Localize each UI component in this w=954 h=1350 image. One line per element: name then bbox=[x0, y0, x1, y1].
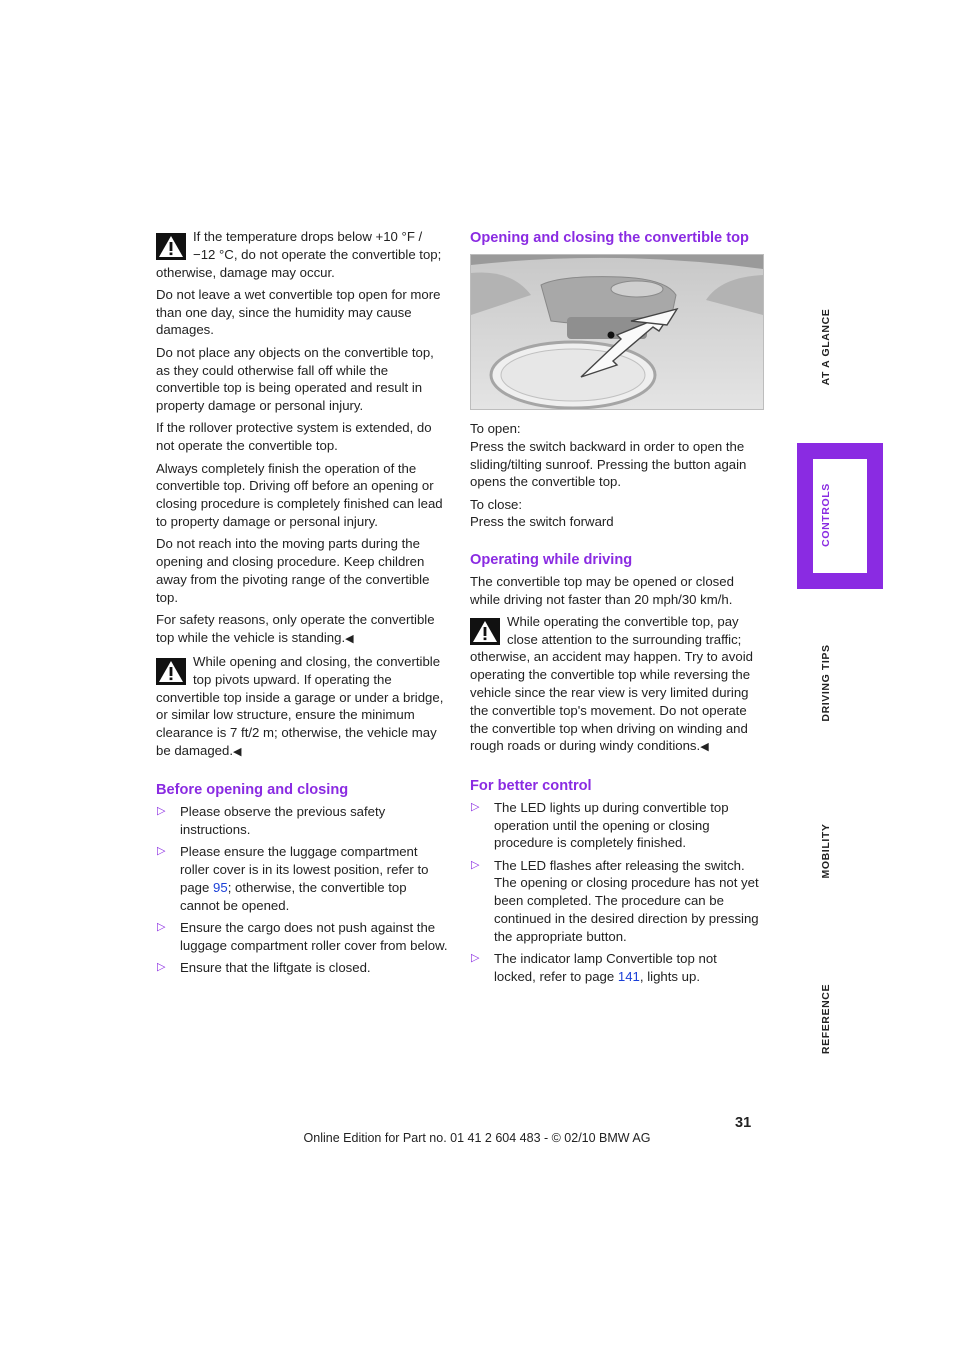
end-mark-icon: ◀ bbox=[233, 746, 242, 759]
warning-traffic bbox=[470, 613, 762, 757]
paragraph: Do not reach into the moving parts during the opening and closing procedure. Keep children away from the pivoting range of the convertible top. bbox=[156, 536, 430, 605]
right-column bbox=[470, 228, 762, 990]
heading-opening-closing: Opening and closing the convertible top bbox=[470, 230, 749, 246]
list-item: ▷ Ensure the cargo does not push against the luggage compartment roller cover from below. bbox=[157, 920, 448, 953]
end-mark-icon: ◀ bbox=[700, 741, 709, 754]
warning-clearance bbox=[156, 653, 448, 762]
footer-edition: Online Edition for Part no. 01 41 2 604 483 - © 02/10 BMW AG bbox=[303, 1131, 651, 1145]
page-link-95[interactable]: 95 bbox=[213, 880, 228, 895]
list-item: ▷ Please observe the previous safety instructions. bbox=[157, 804, 386, 838]
paragraph: Press the switch forward bbox=[470, 514, 614, 530]
paragraph: Do not place any objects on the convertible top, as they could otherwise fall off while the convertible top is being operated and result in property damage or personal injury. bbox=[156, 344, 434, 414]
warning-text: While operating the convertible top, pay close attention to the surrounding traffic; otherwise, an accident may happen. Try to avoid operating the convertible top while reversing the vehicle since the rear view is very limited during the convertible top's movement. Do not operate the convertible top when driving on winding and rough roads or during windy conditions.◀ bbox=[470, 613, 753, 754]
switch-illustration bbox=[470, 254, 764, 410]
better-control-list bbox=[470, 799, 762, 986]
tab-controls-active[interactable] bbox=[797, 443, 883, 589]
list-item: ▷ The LED flashes after releasing the switch. The opening or closing procedure has not yet been completed. The procedure can be continued in the desired direction by pressing the appropriate button. bbox=[471, 857, 759, 944]
page-number: 31 bbox=[735, 1115, 752, 1131]
tab-reference[interactable]: REFERENCE bbox=[820, 983, 832, 1055]
before-opening-list bbox=[156, 803, 448, 977]
paragraph: If the rollover protective system is extended, do not operate the convertible top. bbox=[156, 420, 432, 454]
triangle-bullet-icon: ▷ bbox=[471, 858, 480, 871]
triangle-bullet-icon: ▷ bbox=[157, 921, 166, 934]
triangle-bullet-icon: ▷ bbox=[157, 805, 166, 818]
triangle-bullet-icon: ▷ bbox=[471, 952, 480, 965]
paragraph: Always completely finish the operation of the convertible top. Driving off before an opening or closing procedure is completely finished can lead to property damage or personal injury. bbox=[156, 460, 443, 529]
warning-icon bbox=[470, 618, 500, 645]
triangle-bullet-icon: ▷ bbox=[471, 800, 480, 813]
paragraph: Press the switch backward in order to open the sliding/tilting sunroof. Pressing the button again opens the convertible top. bbox=[470, 438, 747, 490]
left-column bbox=[156, 228, 448, 981]
heading-operating-while-driving: Operating while driving bbox=[470, 551, 633, 568]
tab-at-a-glance[interactable]: AT A GLANCE bbox=[820, 308, 832, 386]
tab-controls[interactable]: CONTROLS bbox=[820, 483, 832, 547]
paragraph: The convertible top may be opened or closed while driving not faster than 20 mph/30 km/h. bbox=[470, 573, 734, 607]
warning-text: If the temperature drops below +10 °F / −12 °C, do not operate the convertible top; otherwise, damage may occur. bbox=[156, 229, 442, 280]
tab-mobility[interactable]: MOBILITY bbox=[820, 823, 832, 879]
to-close-label: To close: bbox=[470, 496, 523, 512]
triangle-bullet-icon: ▷ bbox=[157, 845, 166, 858]
warning-temperature bbox=[156, 228, 448, 281]
paragraph: Do not leave a wet convertible top open for more than one day, since the humidity may cause damages. bbox=[156, 286, 441, 338]
heading-before-opening: Before opening and closing bbox=[156, 782, 349, 799]
warning-icon bbox=[156, 233, 186, 260]
list-item: ▷ Ensure that the liftgate is closed. bbox=[157, 960, 371, 976]
heading-better-control: For better control bbox=[470, 777, 592, 794]
to-open-label: To open: bbox=[470, 421, 521, 436]
convertible-switch-image bbox=[471, 255, 763, 409]
end-mark-icon: ◀ bbox=[345, 632, 354, 645]
list-item: ▷ The LED lights up during convertible top operation until the opening or closing procedure is completely finished. bbox=[471, 799, 729, 851]
warning-text: While opening and closing, the convertible top pivots upward. If operating the convertible top inside a garage or under a bridge, or similar low structure, ensure the minimum clearance is 7 ft/2 m; otherwise, the vehicle may be damaged.◀ bbox=[156, 654, 444, 759]
paragraph: For safety reasons, only operate the convertible top while the vehicle is standing.◀ bbox=[156, 611, 435, 645]
list-item: ▷ The indicator lamp Convertible top not locked, refer to page 141, lights up. bbox=[471, 951, 717, 984]
triangle-bullet-icon: ▷ bbox=[157, 961, 166, 974]
warning-icon bbox=[156, 658, 186, 685]
list-item: ▷ Please ensure the luggage compartment roller cover is in its lowest position, refer to page 95; otherwise, the convertible top cannot be opened. bbox=[157, 844, 429, 913]
page-link-141[interactable]: 141 bbox=[617, 968, 640, 984]
tab-driving-tips[interactable]: DRIVING TIPS bbox=[820, 644, 832, 722]
